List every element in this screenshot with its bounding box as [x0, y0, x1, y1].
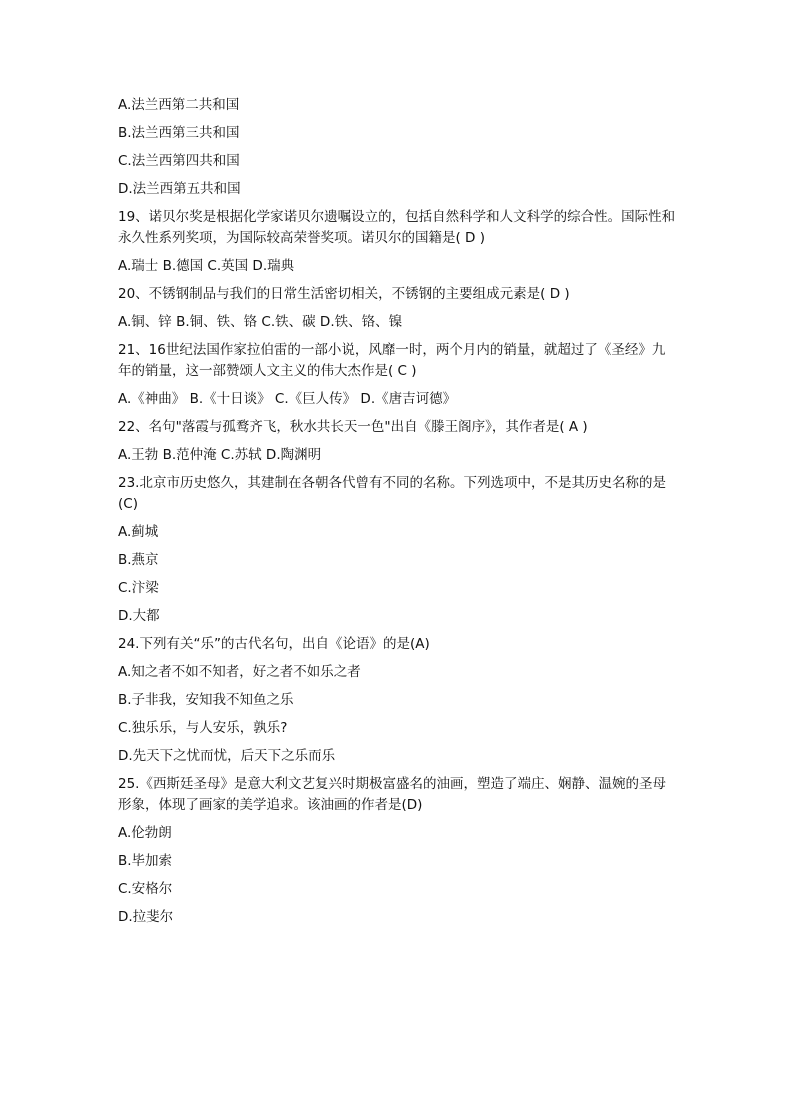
options-q19: A.瑞士 B.德国 C.英国 D.瑞典	[118, 258, 295, 274]
options-q21: A.《神曲》 B.《十日谈》 C.《巨人传》 D.《唐吉诃德》	[118, 391, 457, 407]
question-22: 22、名句"落霞与孤鹜齐飞，秋水共长天一色"出自《滕王阁序》，其作者是( A )	[118, 419, 588, 435]
option-q25-c: C.安格尔	[118, 881, 173, 897]
question-19: 19、诺贝尔奖是根据化学家诺贝尔遗嘱设立的，包括自然科学和人文科学的综合性。国际性和永久性系列奖项，为国际较高荣誉奖项。诺贝尔的国籍是( D )	[118, 209, 676, 246]
option-q24-b: B.子非我，安知我不知鱼之乐	[118, 692, 294, 708]
option-q23-b: B.燕京	[118, 552, 159, 568]
option-q18-a: A.法兰西第二共和国	[118, 97, 240, 113]
document-page	[118, 95, 678, 935]
question-24: 24.下列有关“乐”的古代名句，出自《论语》的是(A)	[118, 636, 430, 652]
option-q18-d: D.法兰西第五共和国	[118, 181, 241, 197]
option-q24-c: C.独乐乐，与人安乐，孰乐?	[118, 720, 288, 736]
option-q23-c: C.汴梁	[118, 580, 159, 596]
option-q23-d: D.大都	[118, 608, 160, 624]
option-q25-b: B.毕加索	[118, 853, 173, 869]
option-q25-a: A.伦勃朗	[118, 825, 172, 841]
option-q25-d: D.拉斐尔	[118, 909, 174, 925]
question-20: 20、不锈钢制品与我们的日常生活密切相关，不锈钢的主要组成元素是( D )	[118, 286, 570, 302]
question-23: 23.北京市历史悠久，其建制在各朝各代曾有不同的名称。下列选项中，不是其历史名称的是(C)	[118, 475, 666, 512]
option-q18-b: B.法兰西第三共和国	[118, 125, 240, 141]
option-q18-c: C.法兰西第四共和国	[118, 153, 240, 169]
option-q24-a: A.知之者不如不知者，好之者不如乐之者	[118, 664, 361, 680]
option-q24-d: D.先天下之忧而忧，后天下之乐而乐	[118, 748, 336, 764]
question-25: 25.《西斯廷圣母》是意大利文艺复兴时期极富盛名的油画，塑造了端庄、娴静、温婉的圣母形象，体现了画家的美学追求。该油画的作者是(D)	[118, 776, 666, 813]
option-q23-a: A.蓟城	[118, 524, 159, 540]
question-21: 21、16世纪法国作家拉伯雷的一部小说，风靡一时，两个月内的销量，就超过了《圣经》九年的销量，这一部赞颂人文主义的伟大杰作是( C )	[118, 342, 666, 379]
options-q22: A.王勃 B.范仲淹 C.苏轼 D.陶渊明	[118, 447, 322, 463]
options-q20: A.铜、锌 B.铜、铁、铬 C.铁、碳 D.铁、铬、镍	[118, 314, 403, 330]
